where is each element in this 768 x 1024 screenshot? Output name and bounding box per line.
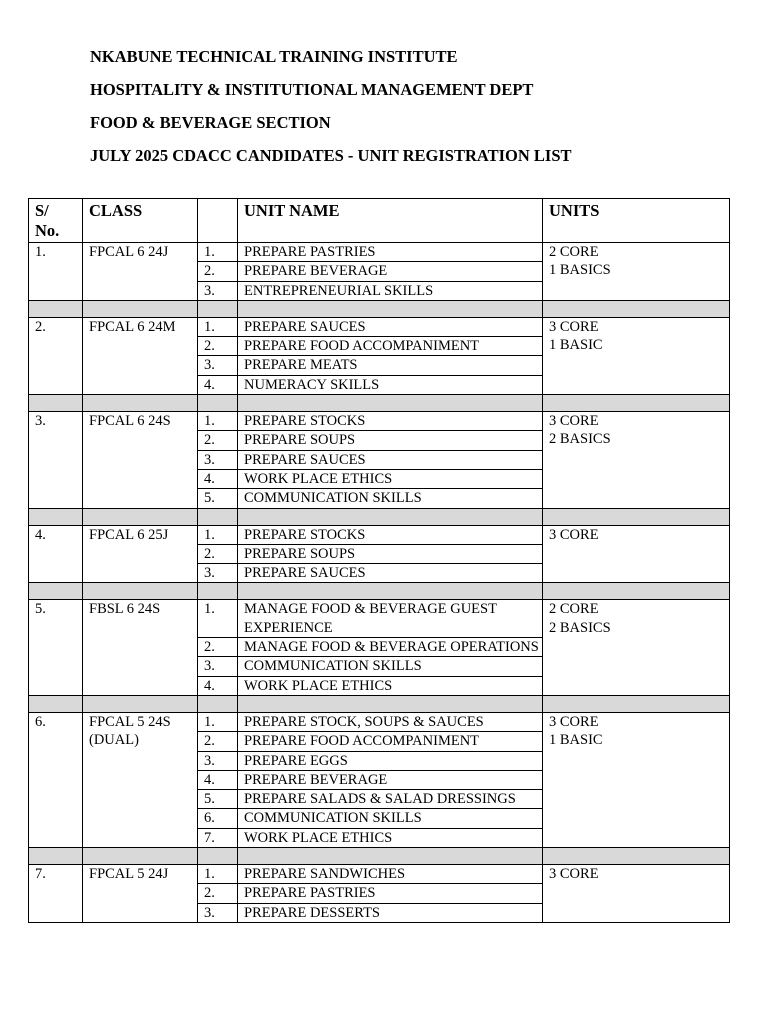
cell-unit-name: ENTREPRENEURIAL SKILLS	[238, 281, 543, 300]
cell-unit-number: 1.	[198, 317, 238, 336]
cell-unit-number: 3.	[198, 564, 238, 583]
separator-cell	[29, 395, 83, 412]
cell-unit-number: 2.	[198, 431, 238, 450]
separator-cell	[29, 583, 83, 600]
cell-unit-number: 1.	[198, 600, 238, 638]
cell-unit-name: PREPARE BEVERAGE	[238, 770, 543, 789]
cell-units	[543, 865, 730, 923]
units-line: 3 CORE	[549, 526, 599, 543]
separator-cell	[198, 395, 238, 412]
separator-cell	[29, 695, 83, 712]
table-body	[29, 243, 730, 923]
list-title: JULY 2025 CDACC CANDIDATES - UNIT REGISTRATION LIST	[90, 146, 572, 165]
separator-cell	[83, 395, 198, 412]
cell-unit-number: 4.	[198, 770, 238, 789]
cell-unit-number: 5.	[198, 489, 238, 508]
units-line: 3 CORE	[549, 318, 599, 335]
cell-unit-name: PREPARE SANDWICHES	[238, 865, 543, 884]
separator-cell	[83, 848, 198, 865]
document-headings	[90, 46, 572, 178]
separator-cell	[543, 508, 730, 525]
separator-cell	[29, 848, 83, 865]
separator-cell	[543, 300, 730, 317]
cell-unit-number: 1.	[198, 525, 238, 544]
cell-class: FPCAL 6 24J	[83, 243, 198, 301]
cell-unit-number: 2.	[198, 638, 238, 657]
institute-name: NKABUNE TECHNICAL TRAINING INSTITUTE	[90, 47, 458, 66]
cell-class: FPCAL 5 24S (DUAL)	[83, 712, 198, 847]
cell-unit-name: WORK PLACE ETHICS	[238, 469, 543, 488]
separator-cell	[198, 695, 238, 712]
cell-unit-number: 3.	[198, 903, 238, 922]
separator-cell	[543, 848, 730, 865]
table-row	[29, 712, 730, 731]
separator-row	[29, 395, 730, 412]
cell-unit-name: PREPARE STOCKS	[238, 525, 543, 544]
cell-unit-number: 3.	[198, 751, 238, 770]
units-line: 2 CORE	[549, 244, 599, 260]
unit-registration-table	[28, 198, 730, 923]
cell-sno: 2.	[29, 317, 83, 394]
cell-unit-name: PREPARE PASTRIES	[238, 243, 543, 262]
separator-cell	[83, 508, 198, 525]
cell-units	[543, 712, 730, 847]
cell-class: FBSL 6 24S	[83, 600, 198, 695]
cell-unit-name: PREPARE SAUCES	[238, 317, 543, 336]
cell-unit-name: PREPARE STOCK, SOUPS & SAUCES	[238, 712, 543, 731]
cell-unit-name: PREPARE SOUPS	[238, 431, 543, 450]
separator-cell	[83, 300, 198, 317]
cell-unit-number: 1.	[198, 412, 238, 431]
separator-cell	[83, 583, 198, 600]
separator-row	[29, 848, 730, 865]
separator-cell	[198, 583, 238, 600]
cell-unit-number: 7.	[198, 828, 238, 847]
cell-unit-name: MANAGE FOOD & BEVERAGE GUEST EXPERIENCE	[238, 600, 543, 638]
cell-unit-number: 2.	[198, 732, 238, 751]
cell-class: FPCAL 5 24J	[83, 865, 198, 923]
separator-row	[29, 583, 730, 600]
cell-unit-name: COMMUNICATION SKILLS	[238, 809, 543, 828]
separator-row	[29, 695, 730, 712]
cell-sno: 3.	[29, 412, 83, 508]
cell-unit-number: 4.	[198, 469, 238, 488]
cell-class: FPCAL 6 25J	[83, 525, 198, 583]
units-line: 3 CORE	[549, 413, 599, 430]
cell-unit-name: COMMUNICATION SKILLS	[238, 489, 543, 508]
units-line: 3 CORE	[549, 713, 599, 730]
header-number	[198, 199, 238, 243]
units-line: 2 BASICS	[549, 619, 611, 636]
cell-unit-name: PREPARE BEVERAGE	[238, 262, 543, 281]
units-line: 2 CORE	[549, 601, 599, 618]
cell-sno: 7.	[29, 865, 83, 923]
separator-cell	[198, 848, 238, 865]
cell-unit-name: PREPARE PASTRIES	[238, 884, 543, 903]
units-line: 1 BASIC	[549, 337, 603, 354]
table-row	[29, 525, 730, 544]
cell-unit-name: PREPARE FOOD ACCOMPANIMENT	[238, 732, 543, 751]
header-sno: S/ No.	[29, 199, 83, 243]
cell-unit-number: 4.	[198, 676, 238, 695]
cell-unit-name: PREPARE SAUCES	[238, 450, 543, 469]
cell-unit-name: WORK PLACE ETHICS	[238, 676, 543, 695]
separator-cell	[238, 695, 543, 712]
table-header-row	[29, 199, 730, 243]
cell-unit-number: 3.	[198, 450, 238, 469]
cell-unit-name: PREPARE SALADS & SALAD DRESSINGS	[238, 790, 543, 809]
cell-unit-number: 6.	[198, 809, 238, 828]
separator-cell	[543, 395, 730, 412]
cell-unit-name: MANAGE FOOD & BEVERAGE OPERATIONS	[238, 638, 543, 657]
cell-sno: 6.	[29, 712, 83, 847]
separator-cell	[543, 695, 730, 712]
cell-unit-number: 3.	[198, 356, 238, 375]
separator-row	[29, 300, 730, 317]
separator-cell	[29, 508, 83, 525]
cell-unit-number: 2.	[198, 337, 238, 356]
cell-unit-number: 3.	[198, 281, 238, 300]
cell-class: FPCAL 6 24M	[83, 317, 198, 394]
separator-cell	[238, 508, 543, 525]
department-name: HOSPITALITY & INSTITUTIONAL MANAGEMENT DEPT	[90, 80, 534, 99]
cell-unit-number: 3.	[198, 657, 238, 676]
units-line: 3 CORE	[549, 866, 599, 883]
cell-unit-name: COMMUNICATION SKILLS	[238, 657, 543, 676]
cell-sno: 1.	[29, 243, 83, 301]
cell-unit-number: 5.	[198, 790, 238, 809]
cell-units	[543, 412, 730, 508]
table-row	[29, 243, 730, 262]
header-class: CLASS	[83, 199, 198, 243]
separator-cell	[543, 583, 730, 600]
cell-sno: 4.	[29, 525, 83, 583]
cell-unit-number: 1.	[198, 712, 238, 731]
units-line: 1 BASIC	[549, 732, 603, 749]
header-units: UNITS	[543, 199, 730, 243]
cell-units	[543, 600, 730, 695]
separator-cell	[29, 300, 83, 317]
cell-unit-name: NUMERACY SKILLS	[238, 375, 543, 394]
cell-unit-number: 1.	[198, 865, 238, 884]
table-row	[29, 600, 730, 638]
units-line: 1 BASICS	[549, 262, 611, 279]
cell-unit-name: PREPARE MEATS	[238, 356, 543, 375]
separator-row	[29, 508, 730, 525]
separator-cell	[238, 300, 543, 317]
header-unit-name: UNIT NAME	[238, 199, 543, 243]
cell-unit-name: PREPARE SAUCES	[238, 564, 543, 583]
cell-unit-name: PREPARE SOUPS	[238, 544, 543, 563]
cell-units	[543, 525, 730, 583]
table-row	[29, 412, 730, 431]
cell-unit-name: PREPARE FOOD ACCOMPANIMENT	[238, 337, 543, 356]
cell-unit-name: WORK PLACE ETHICS	[238, 828, 543, 847]
section-name: FOOD & BEVERAGE SECTION	[90, 113, 331, 132]
cell-unit-name: PREPARE STOCKS	[238, 412, 543, 431]
separator-cell	[83, 695, 198, 712]
units-line: 2 BASICS	[549, 431, 611, 448]
separator-cell	[198, 300, 238, 317]
cell-unit-number: 2.	[198, 544, 238, 563]
separator-cell	[238, 395, 543, 412]
table-row	[29, 317, 730, 336]
separator-cell	[198, 508, 238, 525]
cell-sno: 5.	[29, 600, 83, 695]
cell-units	[543, 243, 730, 301]
cell-unit-number: 1.	[198, 243, 238, 262]
cell-unit-number: 4.	[198, 375, 238, 394]
separator-cell	[238, 583, 543, 600]
cell-units	[543, 317, 730, 394]
separator-cell	[238, 848, 543, 865]
cell-class: FPCAL 6 24S	[83, 412, 198, 508]
table-row	[29, 865, 730, 884]
cell-unit-number: 2.	[198, 884, 238, 903]
cell-unit-number: 2.	[198, 262, 238, 281]
cell-unit-name: PREPARE DESSERTS	[238, 903, 543, 922]
cell-unit-name: PREPARE EGGS	[238, 751, 543, 770]
